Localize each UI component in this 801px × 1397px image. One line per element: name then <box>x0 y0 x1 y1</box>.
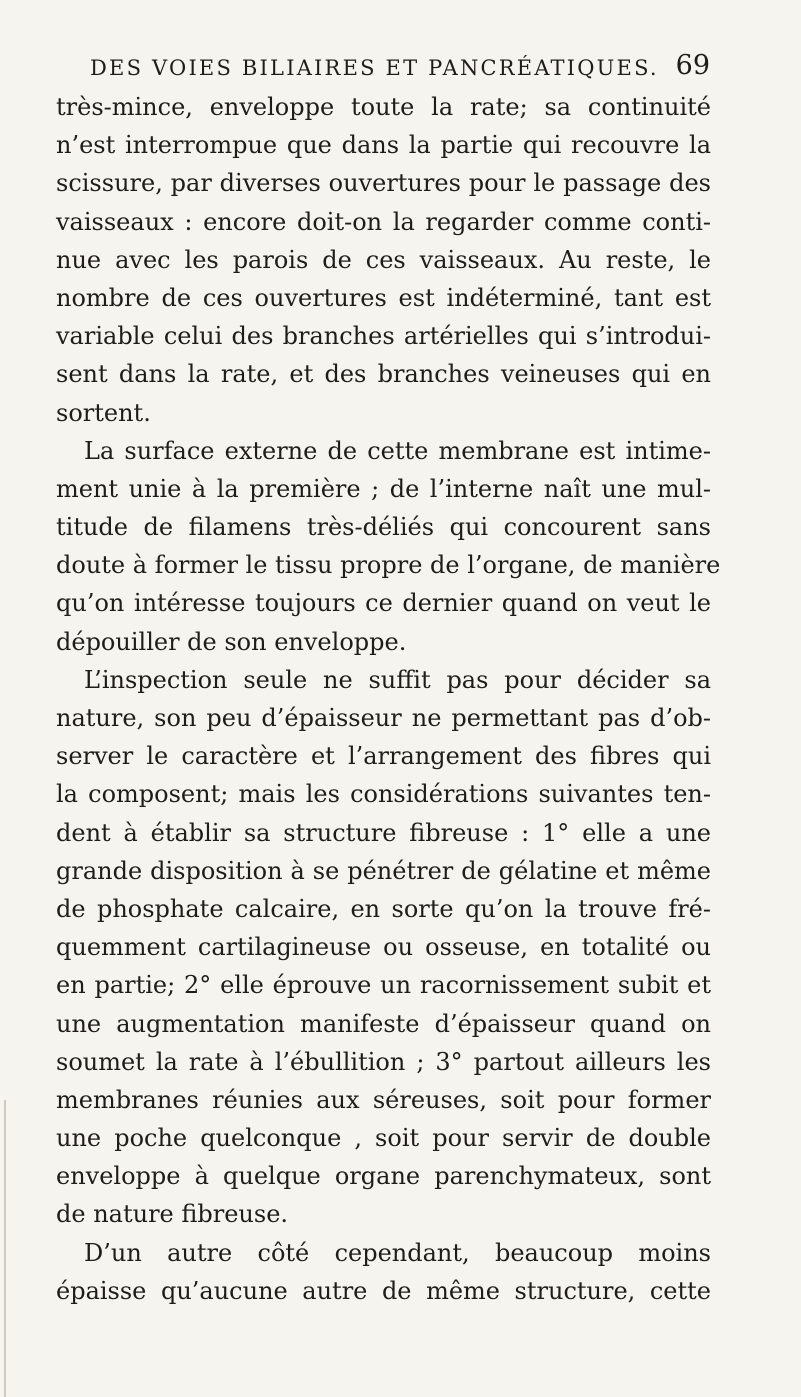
text-line: soumet la rate à l’ébullition ; 3° partout ailleurs les <box>56 1047 711 1076</box>
text-line: dépouiller de son enveloppe. <box>56 627 407 656</box>
text-line: La surface externe de cette membrane est intime- <box>84 436 711 465</box>
text-line: de phosphate calcaire, en sorte qu’on la trouve fré- <box>56 894 711 923</box>
text-line: une poche quelconque , soit pour servir de double <box>56 1124 711 1153</box>
text-line: nature, son peu d’épaisseur ne permettant pas d’ob- <box>56 704 711 732</box>
text-line: doute à former le tissu propre de l’organe, de manière <box>56 551 721 580</box>
body-text <box>56 88 721 1310</box>
text-line: server le caractère et l’arrangement des fibres qui <box>56 742 711 771</box>
text-line: quemment cartilagineuse ou osseuse, en totalité ou <box>56 933 711 962</box>
text-line: de nature fibreuse. <box>56 1200 289 1229</box>
text-line: enveloppe à quelque organe parenchymateux, sont <box>56 1162 711 1191</box>
text-line: la composent; mais les considérations suivantes ten- <box>56 780 711 809</box>
text-line: sortent. <box>56 398 151 427</box>
text-line: qu’on intéresse toujours ce dernier quand on veut le <box>56 589 711 618</box>
text-line: très-mince, enveloppe toute la rate; sa continuité <box>56 93 711 121</box>
text-line: membranes réunies aux séreuses, soit pour former <box>56 1085 711 1114</box>
text-line: D’un autre côté cependant, beaucoup moins <box>84 1238 711 1267</box>
text-line: L’inspection seule ne suffit pas pour décider sa <box>84 665 711 694</box>
text-line: sent dans la rate, et des branches veineuses qui en <box>56 360 711 389</box>
text-line: titude de filamens très-déliés qui concourent sans <box>56 513 711 542</box>
text-line: nombre de ces ouvertures est indéterminé, tant est <box>56 283 711 312</box>
page-number: 69 <box>675 50 710 81</box>
text-line: scissure, par diverses ouvertures pour le passage des <box>56 169 711 198</box>
text-line: n’est interrompue que dans la partie qui recouvre la <box>56 131 711 160</box>
text-line: nue avec les parois de ces vaisseaux. Au reste, le <box>56 245 711 274</box>
running-head: DES VOIES BILIAIRES ET PANCRÉATIQUES. <box>90 56 659 80</box>
page-header <box>90 50 710 90</box>
text-line: variable celui des branches artérielles qui s’introdui- <box>56 322 711 351</box>
page-edge-shadow <box>4 1100 6 1397</box>
text-line: ment unie à la première ; de l’interne naît une mul- <box>56 474 711 503</box>
text-line: une augmentation manifeste d’épaisseur quand on <box>56 1009 711 1038</box>
text-line: vaisseaux : encore doit-on la regarder comme conti- <box>56 207 711 236</box>
text-line: grande disposition à se pénétrer de gélatine et même <box>56 856 711 885</box>
text-line: en partie; 2° elle éprouve un racornissement subit et <box>56 971 711 1000</box>
text-line: épaisse qu’aucune autre de même structure, cette <box>56 1276 711 1305</box>
text-line: dent à établir sa structure fibreuse : 1° elle a une <box>56 818 711 847</box>
